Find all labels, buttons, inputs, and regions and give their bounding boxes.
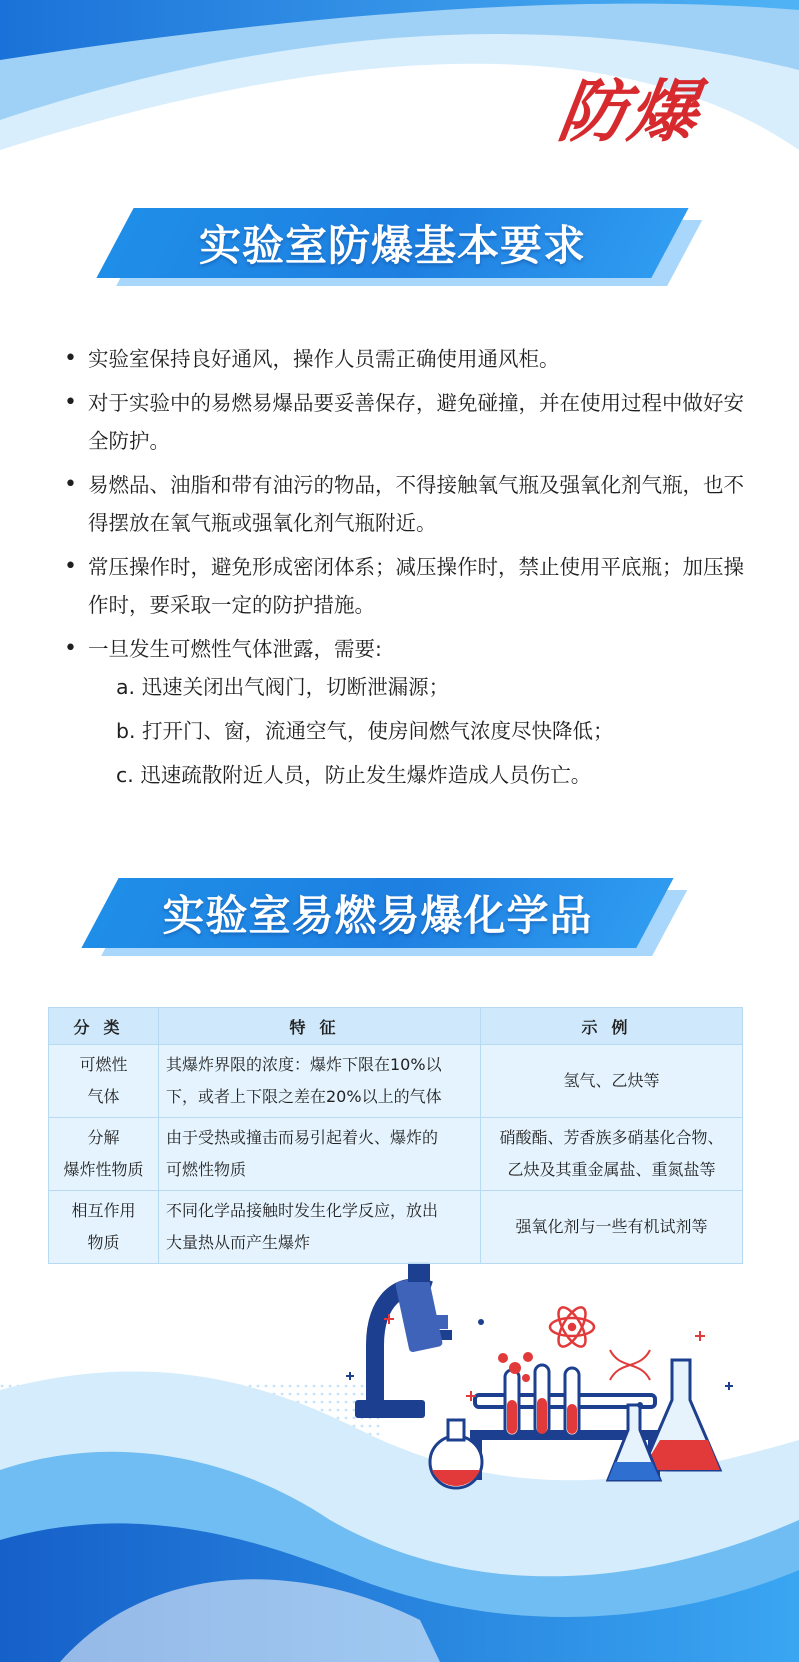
bullet: • [64, 346, 77, 371]
list-item [60, 384, 760, 460]
cell-line: 相互作用 [71, 1201, 136, 1220]
cell-category [49, 1118, 159, 1191]
table-row [49, 1191, 743, 1264]
table-header-row [49, 1008, 743, 1045]
cell-line: 硝酸酯、芳香族多硝基化合物、 [499, 1128, 724, 1147]
cell-line: 氢气、乙炔等 [563, 1071, 660, 1090]
cell-line: 强氧化剂与一些有机试剂等 [515, 1217, 708, 1236]
cell-line: 分解 [87, 1128, 120, 1147]
header-category: 分类 [49, 1008, 159, 1045]
requirements-list [60, 340, 760, 800]
list-item-text: 常压操作时，避免形成密闭体系；减压操作时，禁止使用平底瓶；加压操作时，要采取一定的防护措施。 [88, 555, 744, 617]
header-feature: 特征 [159, 1008, 481, 1045]
sub-item: a. 迅速关闭出气阀门，切断泄漏源； [116, 675, 450, 699]
table-row [49, 1045, 743, 1118]
list-item [60, 466, 760, 542]
bullet: • [64, 472, 77, 497]
cell-category [49, 1045, 159, 1118]
cell-line: 爆炸性物质 [63, 1160, 144, 1179]
list-item-text: 易燃品、油脂和带有油污的物品，不得接触氧气瓶及强氧化剂气瓶，也不得摆放在氧气瓶或强氧化剂气瓶附近。 [88, 473, 744, 535]
list-item [60, 548, 760, 624]
sub-item: c. 迅速疏散附近人员，防止发生爆炸造成人员伤亡。 [116, 763, 592, 787]
section2-title: 实验室易燃易爆化学品 [162, 891, 593, 940]
cell-feature [159, 1118, 481, 1191]
cell-line: 其爆炸界限的浓度：爆炸下限在10%以 [166, 1055, 442, 1074]
list-item [60, 630, 760, 794]
cell-line: 不同化学品接触时发生化学反应，放出 [166, 1201, 439, 1220]
leak-response-list [88, 668, 760, 794]
cell-example [481, 1191, 743, 1264]
table-row [49, 1118, 743, 1191]
section1-title: 实验室防爆基本要求 [198, 221, 586, 270]
cell-feature [159, 1191, 481, 1264]
cell-line: 乙炔及其重金属盐、重氮盐等 [507, 1160, 716, 1179]
cell-line: 大量热从而产生爆炸 [166, 1233, 311, 1252]
cell-line: 下，或者上下限之差在20%以上的气体 [166, 1087, 442, 1106]
list-item [60, 340, 760, 378]
section1-banner [115, 208, 670, 278]
cell-example [481, 1118, 743, 1191]
chemicals-table [48, 1007, 743, 1264]
list-item-text: 对于实验中的易燃易爆品要妥善保存，避免碰撞，并在使用过程中做好安全防护。 [88, 391, 744, 453]
header-example: 示例 [481, 1008, 743, 1045]
bullet: • [64, 636, 77, 661]
brand-title: 防爆 [553, 72, 705, 152]
bullet: • [64, 390, 77, 415]
list-item-text: 实验室保持良好通风，操作人员需正确使用通风柜。 [88, 347, 560, 371]
cell-line: 由于受热或撞击而易引起着火、爆炸的 [166, 1128, 439, 1147]
bullet: • [64, 554, 77, 579]
cell-line: 物质 [87, 1233, 120, 1252]
cell-example [481, 1045, 743, 1118]
cell-line: 可燃性 [79, 1055, 128, 1074]
cell-line: 可燃性物质 [166, 1160, 247, 1179]
list-item-text: 一旦发生可燃性气体泄露，需要: [88, 637, 382, 661]
section2-banner [100, 878, 655, 948]
cell-category [49, 1191, 159, 1264]
cell-feature [159, 1045, 481, 1118]
cell-line: 气体 [87, 1087, 120, 1106]
sub-item: b. 打开门、窗，流通空气，使房间燃气浓度尽快降低； [116, 719, 614, 743]
